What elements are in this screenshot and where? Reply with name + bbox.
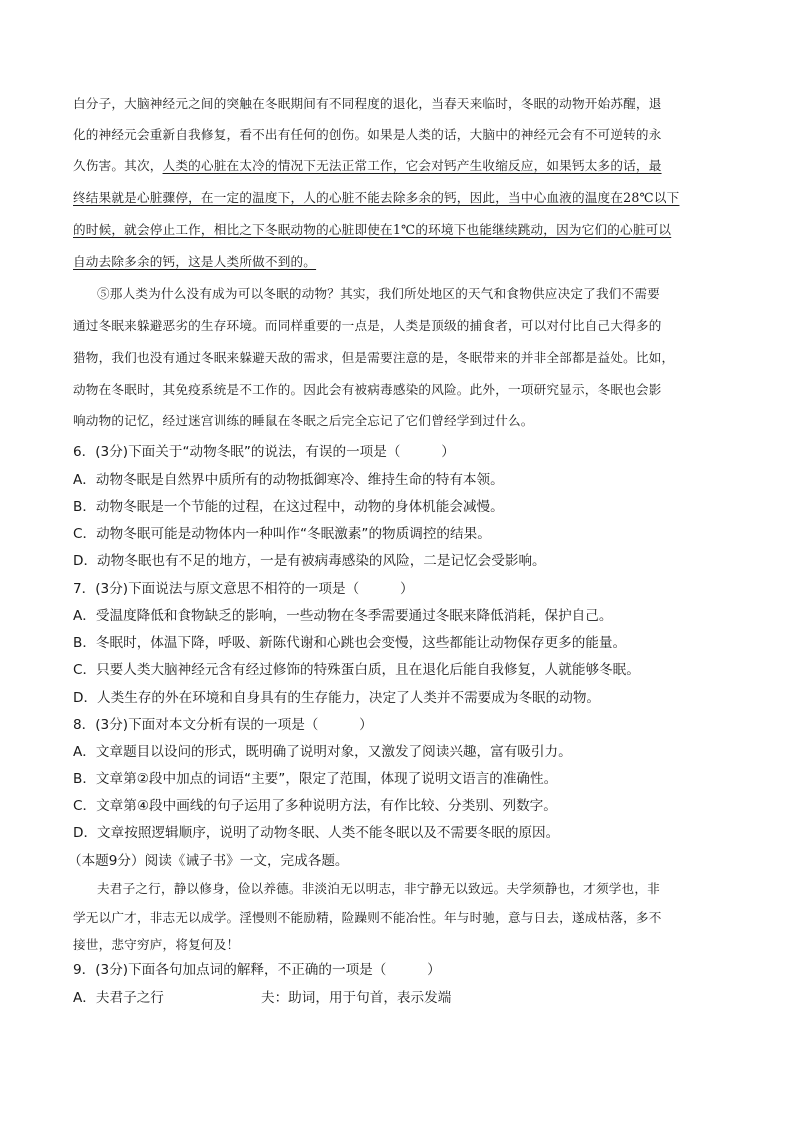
question-8-option-b: B．文章第②段中加点的词语“主要”，限定了范围，体现了说明文语言的准确性。 — [73, 771, 558, 787]
passage-p5-line: 响动物的记忆，经过迷宫训练的睡鼠在冬眠之后完全忘记了它们曾经学到过什么。 — [73, 413, 534, 428]
passage-p4-line: 白分子，大脑神经元之间的突触在冬眠期间有不同程度的退化，当春天来临时，冬眠的动物开始苏醒，退 — [73, 96, 662, 111]
question-8-stem: 8．(3分)下面对本文分析有误的一项是（ ） — [73, 717, 373, 733]
question-6-stem: 6．(3分)下面关于“动物冬眠”的说法，有误的一项是（ ） — [73, 444, 455, 460]
question-6-option-a: A．动物冬眠是自然界中质所有的动物抵御寒冷、维持生命的特有本领。 — [73, 472, 504, 488]
passage-p4-line — [73, 252, 725, 272]
passage-p5-line: 动物在冬眠时，其免疫系统是不工作的。因此会有被病毒感染的风险。此外，一项研究显示，冬眠也会影 — [73, 382, 662, 397]
question-6-option-b: B．动物冬眠是一个节能的过程，在这过程中，动物的身体机能会减慢。 — [73, 499, 504, 515]
question-7-option-c: C．只要人类大脑神经元含有经过修饰的特殊蛋白质，且在退化后能自我修复，人就能够冬眠。 — [73, 662, 640, 678]
section-intro: （本题9分）阅读《诫子书》一文，完成各题。 — [68, 853, 349, 869]
passage-p5-line: 猎物，我们也没有通过冬眠来躲避天敌的需求，但是需要注意的是，冬眠带来的并非全部都是益处。比如， — [73, 350, 675, 365]
classical-text-line: 接世，悲守穷庐，将复何及！ — [73, 937, 240, 952]
question-8-option-c: C．文章第④段中画线的句子运用了多种说明方法，有作比较、分类别、列数字。 — [73, 798, 557, 814]
classical-text-line: 学无以广才，非志无以成学。淫慢则不能励精，险躁则不能冶性。年与时驰，意与日去，遂成枯落，多不 — [73, 910, 662, 925]
classical-text-line: 夫君子之行，静以修身，俭以养德。非淡泊无以明志，非宁静无以致远。夫学须静也，才须学也，非 — [97, 881, 660, 896]
passage-p4-line: 化的神经元会重新自我修复，看不出有任何的创伤。如果是人类的话，大脑中的神经元会有不可逆转的永 — [73, 127, 662, 142]
question-9-stem: 9．(3分)下面各句加点词的解释，不正确的一项是（ ） — [73, 962, 441, 978]
question-8-option-a: A．文章题目以设问的形式，既明确了说明对象，又激发了阅读兴趣，富有吸引力。 — [73, 744, 572, 760]
question-9-option-a — [73, 988, 725, 1008]
option-term: A．夫君子之行 — [73, 990, 164, 1006]
passage-text: 久伤害。其次， — [73, 158, 163, 173]
passage-p5-line: ⑤那人类为什么没有成为可以冬眠的动物？其实，我们所处地区的天气和食物供应决定了我们不需要 — [97, 286, 660, 301]
question-7-option-a: A．受温度降低和食物缺乏的影响，一些动物在冬季需要通过冬眠来降低消耗，保护自己。 — [73, 608, 613, 624]
question-7-stem: 7．(3分)下面说法与原文意思不相符的一项是（ ） — [73, 581, 414, 597]
question-7-option-b: B．冬眠时，体温下降，呼吸、新陈代谢和心跳也会变慢，这些都能让动物保存更多的能量。 — [73, 635, 627, 651]
option-gloss: 夫：助词，用于句首，表示发端 — [261, 990, 452, 1006]
question-8-option-d: D．文章按照逻辑顺序，说明了动物冬眠、人类不能冬眠以及不需要冬眠的原因。 — [73, 825, 560, 841]
question-6-option-c: C．动物冬眠可能是动物体内一种叫作“冬眠激素”的物质调控的结果。 — [73, 526, 491, 542]
passage-p5-line: 通过冬眠来躲避恶劣的生存环境。而同样重要的一点是，人类是顶级的捕食者，可以对付比自己大得多的 — [73, 318, 662, 333]
question-6-option-d: D．动物冬眠也有不足的地方，一是有被病毒感染的风险，二是记忆会受影响。 — [73, 553, 546, 569]
question-7-option-d: D．人类生存的外在环境和自身具有的生存能力，决定了人类并不需要成为冬眠的动物。 — [73, 690, 601, 706]
underlined-sentence: 终结果就是心脏骤停，在一定的温度下，人的心脏不能去除多余的钙，因此，当中心血液的温度在28℃以下 — [73, 190, 680, 205]
underlined-sentence: 自动去除多余的钙，这是人类所做不到的。 — [73, 254, 317, 269]
passage-p4-line — [73, 188, 725, 208]
underlined-sentence: 人类的心脏在太冷的情况下无法正常工作，它会对钙产生收缩反应，如果钙太多的话，最 — [162, 158, 662, 173]
passage-p4-line — [73, 220, 725, 240]
underlined-sentence: 的时候，就会停止工作，相比之下冬眠动物的心脏即使在1℃的环境下也能继续跳动，因为它们的心脏可以 — [73, 222, 672, 237]
passage-p4-line — [73, 156, 725, 176]
